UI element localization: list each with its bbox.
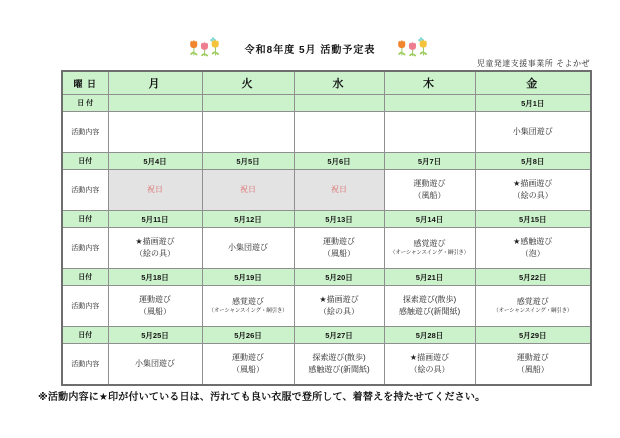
- activity-line: ★感触遊び: [513, 237, 553, 247]
- activity-line: 感覚遊び: [516, 297, 549, 307]
- date-row: [62, 327, 591, 344]
- weekday-header-row: [62, 71, 591, 95]
- activity-row-label: 活動内容: [62, 286, 108, 327]
- activity-line: 小集団遊び: [512, 127, 553, 137]
- activity-row-label: 活動内容: [62, 170, 108, 211]
- date-cell: [202, 95, 294, 112]
- date-cell: 5月27日: [294, 327, 384, 344]
- activity-line: 感触遊び(新聞紙): [308, 365, 370, 374]
- date-cell: [294, 95, 384, 112]
- weekday-header-mon: 月: [108, 71, 202, 95]
- weekday-header-wed: 水: [294, 71, 384, 95]
- page-title: 令和8年度 5月 活動予定表: [244, 45, 376, 56]
- activity-line: （オーシャンスイング・綱引き）: [493, 307, 573, 314]
- date-cell: 5月29日: [475, 327, 591, 344]
- activity-cell: [384, 112, 475, 153]
- activity-cell: [294, 344, 384, 386]
- activity-line: 祝日: [331, 185, 347, 195]
- activity-cell: [202, 112, 294, 153]
- activity-cell: [202, 286, 294, 327]
- date-row-label: 日付: [62, 269, 108, 286]
- activity-line: （泡）: [520, 249, 545, 258]
- footer-note: ※活動内容に★印が付いている日は、汚れても良い衣服で登所して、着替えを持たせてください。: [38, 392, 486, 403]
- activity-line: 探索遊び(散歩): [402, 295, 457, 305]
- weekday-header-thu: 木: [384, 71, 475, 95]
- date-cell: 5月14日: [384, 211, 475, 228]
- activity-line: 運動遊び: [139, 295, 171, 305]
- activity-line: （風船）: [413, 191, 446, 200]
- activity-cell: [384, 170, 475, 211]
- activity-line: （風船）: [516, 365, 549, 374]
- date-cell: 5月11日: [108, 211, 202, 228]
- schedule-table: [61, 70, 592, 386]
- date-cell: 5月25日: [108, 327, 202, 344]
- date-cell: 5月1日: [475, 95, 591, 112]
- activity-line: 小集団遊び: [228, 243, 268, 253]
- activity-line: 運動遊び: [516, 353, 549, 363]
- holiday-cell: [294, 170, 384, 211]
- date-row-label: 日付: [62, 211, 108, 228]
- date-cell: 5月12日: [202, 211, 294, 228]
- activity-cell: [475, 286, 591, 327]
- activity-cell: [108, 228, 202, 269]
- activity-line: ★描画遊び: [135, 237, 175, 247]
- date-cell: 5月8日: [475, 153, 591, 170]
- activity-row-label: 活動内容: [62, 112, 108, 153]
- activity-line: 祝日: [147, 185, 163, 195]
- weekday-corner-label: 曜 日: [62, 71, 108, 95]
- date-row-label: 日付: [62, 153, 108, 170]
- activity-line: 感覚遊び: [413, 239, 446, 249]
- date-cell: [108, 95, 202, 112]
- date-cell: 5月15日: [475, 211, 591, 228]
- date-cell: 5月7日: [384, 153, 475, 170]
- date-row-label: 日付: [62, 327, 108, 344]
- date-cell: 5月26日: [202, 327, 294, 344]
- activity-cell: [384, 228, 475, 269]
- activity-line: （オーシャンスイング・綱引き）: [390, 249, 469, 256]
- date-row-label: 日 付: [62, 95, 108, 112]
- date-cell: 5月22日: [475, 269, 591, 286]
- date-cell: 5月20日: [294, 269, 384, 286]
- activity-cell: [475, 170, 591, 211]
- activity-line: 祝日: [240, 185, 256, 195]
- activity-line: 小集団遊び: [135, 359, 175, 369]
- date-cell: [384, 95, 475, 112]
- holiday-cell: [202, 170, 294, 211]
- activity-cell: [475, 228, 591, 269]
- activity-cell: [294, 112, 384, 153]
- activity-cell: [202, 228, 294, 269]
- activity-cell: [294, 286, 384, 327]
- date-row: [62, 153, 591, 170]
- activity-cell: [475, 344, 591, 386]
- activity-line: （絵の具）: [135, 249, 175, 258]
- weekday-header-tue: 火: [202, 71, 294, 95]
- activity-line: （オーシャンスイング・綱引き）: [208, 307, 288, 314]
- date-cell: 5月28日: [384, 327, 475, 344]
- activity-cell: [384, 344, 475, 386]
- date-cell: 5月19日: [202, 269, 294, 286]
- activity-cell: [108, 112, 202, 153]
- activity-row: [62, 228, 591, 269]
- activity-cell: [384, 286, 475, 327]
- activity-line: 感覚遊び: [232, 297, 264, 307]
- date-row: [62, 95, 591, 112]
- activity-row: [62, 344, 591, 386]
- activity-line: （風船）: [232, 365, 264, 374]
- date-cell: 5月6日: [294, 153, 384, 170]
- activity-line: ★描画遊び: [513, 179, 553, 189]
- weekday-header-fri: 金: [475, 71, 591, 95]
- activity-line: （風船）: [323, 249, 355, 258]
- activity-line: 運動遊び: [232, 353, 264, 363]
- activity-row-label: 活動内容: [62, 228, 108, 269]
- date-row: [62, 211, 591, 228]
- activity-cell: [108, 344, 202, 386]
- activity-line: ★描画遊び: [409, 353, 450, 363]
- date-row: [62, 269, 591, 286]
- activity-line: （絵の具）: [512, 191, 553, 200]
- date-cell: 5月21日: [384, 269, 475, 286]
- holiday-cell: [108, 170, 202, 211]
- activity-line: 運動遊び: [413, 179, 446, 189]
- date-cell: 5月4日: [108, 153, 202, 170]
- activity-row: [62, 170, 591, 211]
- activity-line: 探索遊び(散歩): [312, 353, 366, 363]
- date-cell: 5月18日: [108, 269, 202, 286]
- activity-line: （風船）: [139, 307, 171, 316]
- activity-row-label: 活動内容: [62, 344, 108, 386]
- activity-line: 運動遊び: [323, 237, 355, 247]
- activity-cell: [294, 228, 384, 269]
- activity-line: ★描画遊び: [319, 295, 359, 305]
- date-cell: 5月13日: [294, 211, 384, 228]
- activity-cell: [108, 286, 202, 327]
- schedule-table-wrap: [61, 70, 592, 386]
- schedule-body: [62, 71, 591, 385]
- activity-cell: [202, 344, 294, 386]
- activity-row: [62, 112, 591, 153]
- activity-line: （絵の具）: [409, 365, 450, 374]
- activity-line: （絵の具）: [319, 307, 359, 316]
- facility-name: 児童発達支援事業所 そよかぜ: [476, 59, 590, 68]
- activity-cell: [475, 112, 591, 153]
- date-cell: 5月5日: [202, 153, 294, 170]
- activity-line: 感触遊び(新聞紙): [398, 307, 461, 316]
- activity-row: [62, 286, 591, 327]
